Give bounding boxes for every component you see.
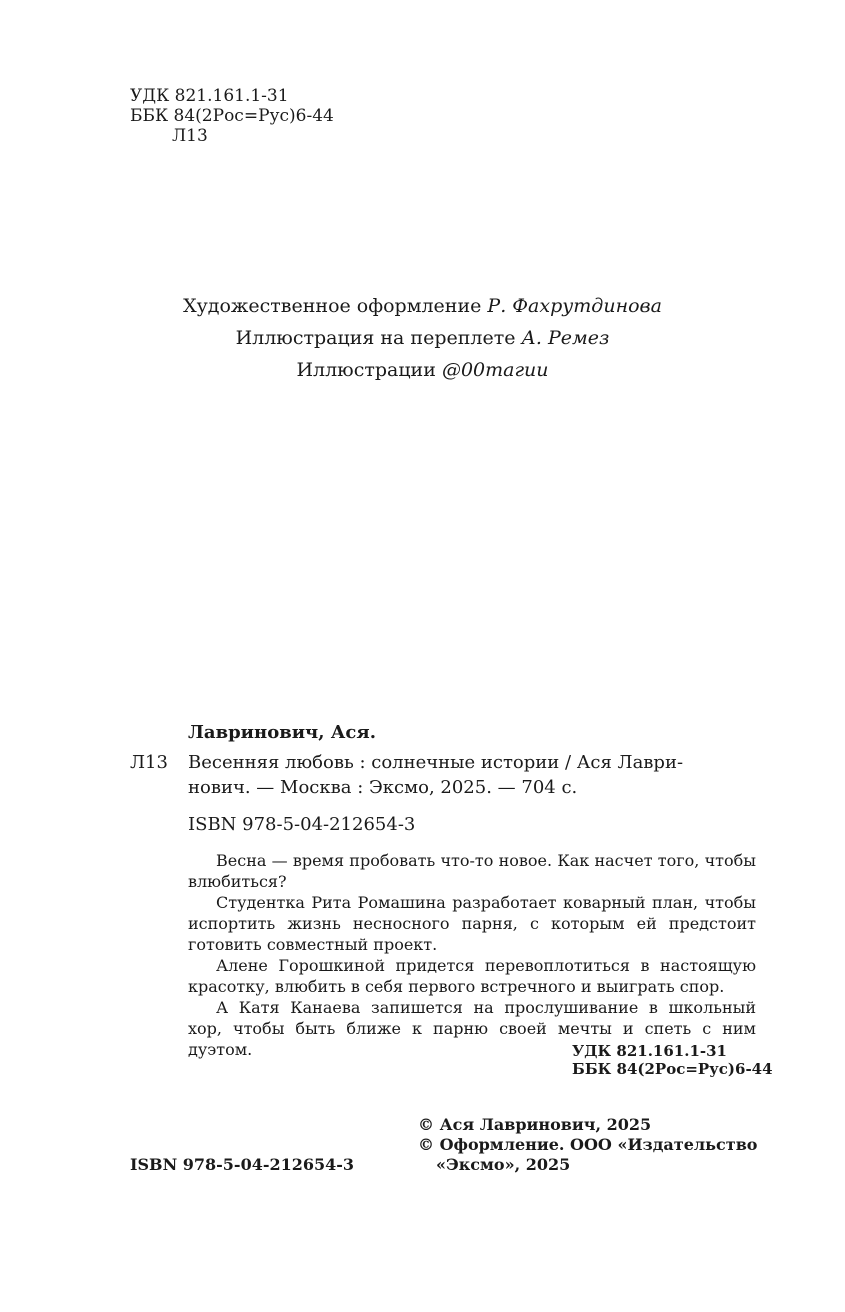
- credit-design-name: Р. Фахрутдинова: [487, 295, 662, 317]
- classification-bottom: [572, 1042, 773, 1078]
- copyright-block: [418, 1115, 757, 1175]
- bib-title-block: [130, 750, 756, 800]
- classification-top: [130, 86, 334, 146]
- credit-illustrations: [0, 354, 845, 386]
- bbk-code: ББК 84(2Рос=Рус)6-44: [130, 106, 334, 126]
- bib-title-line-2: нович. — Москва : Эксмо, 2025. — 704 с.: [188, 777, 578, 798]
- copyright-design-line-2: «Эксмо», 2025: [436, 1155, 571, 1174]
- isbn-bottom: ISBN 978-5-04-212654-3: [130, 1155, 355, 1174]
- annotation: [188, 850, 756, 1060]
- credit-cover-label: Иллюстрация на переплете: [235, 327, 516, 349]
- annotation-paragraph: Весна — время пробовать что-то новое. Как насчет того, чтобы влюбиться?: [188, 851, 756, 891]
- copyright-design-line-1: © Оформление. ООО «Издательство: [418, 1135, 758, 1154]
- bib-isbn: ISBN 978-5-04-212654-3: [188, 814, 416, 835]
- bbk-code-bottom: ББК 84(2Рос=Рус)6-44: [572, 1060, 773, 1078]
- credit-cover-name: А. Ремез: [521, 327, 610, 349]
- udk-code-bottom: УДК 821.161.1-31: [572, 1042, 727, 1060]
- credit-illustrations-name: @00тагии: [441, 359, 549, 381]
- copyright-author: © Ася Лавринович, 2025: [418, 1115, 652, 1134]
- credit-illustrations-label: Иллюстрации: [296, 359, 436, 381]
- credits: [0, 290, 845, 386]
- bib-author-mark: Л13: [130, 752, 168, 773]
- annotation-paragraph: Алене Горошкиной придется перевоплотиться в настоящую красотку, влюбить в себя первого встречного и выиграть спор.: [188, 956, 756, 996]
- credit-design-label: Художественное оформление: [183, 295, 482, 317]
- credit-design: [0, 290, 845, 322]
- bibliographic-record: [130, 722, 756, 1060]
- bib-author: Лавринович, Ася.: [188, 722, 376, 743]
- credit-cover: [0, 322, 845, 354]
- annotation-paragraph: А Катя Канаева запишется на прослушивание в школьный хор, чтобы быть ближе к парню своей мечты и спеть с ним дуэтом.: [188, 998, 756, 1059]
- annotation-paragraph: Студентка Рита Ромашина разработает коварный план, чтобы испортить жизнь несносного парня, с которым ей предстоит готовить совместный проект.: [188, 893, 756, 954]
- bib-title-line-1: Весенняя любовь : солнечные истории / Ася Лаври-: [188, 752, 684, 773]
- udk-code: УДК 821.161.1-31: [130, 86, 289, 106]
- author-mark: Л13: [172, 126, 208, 146]
